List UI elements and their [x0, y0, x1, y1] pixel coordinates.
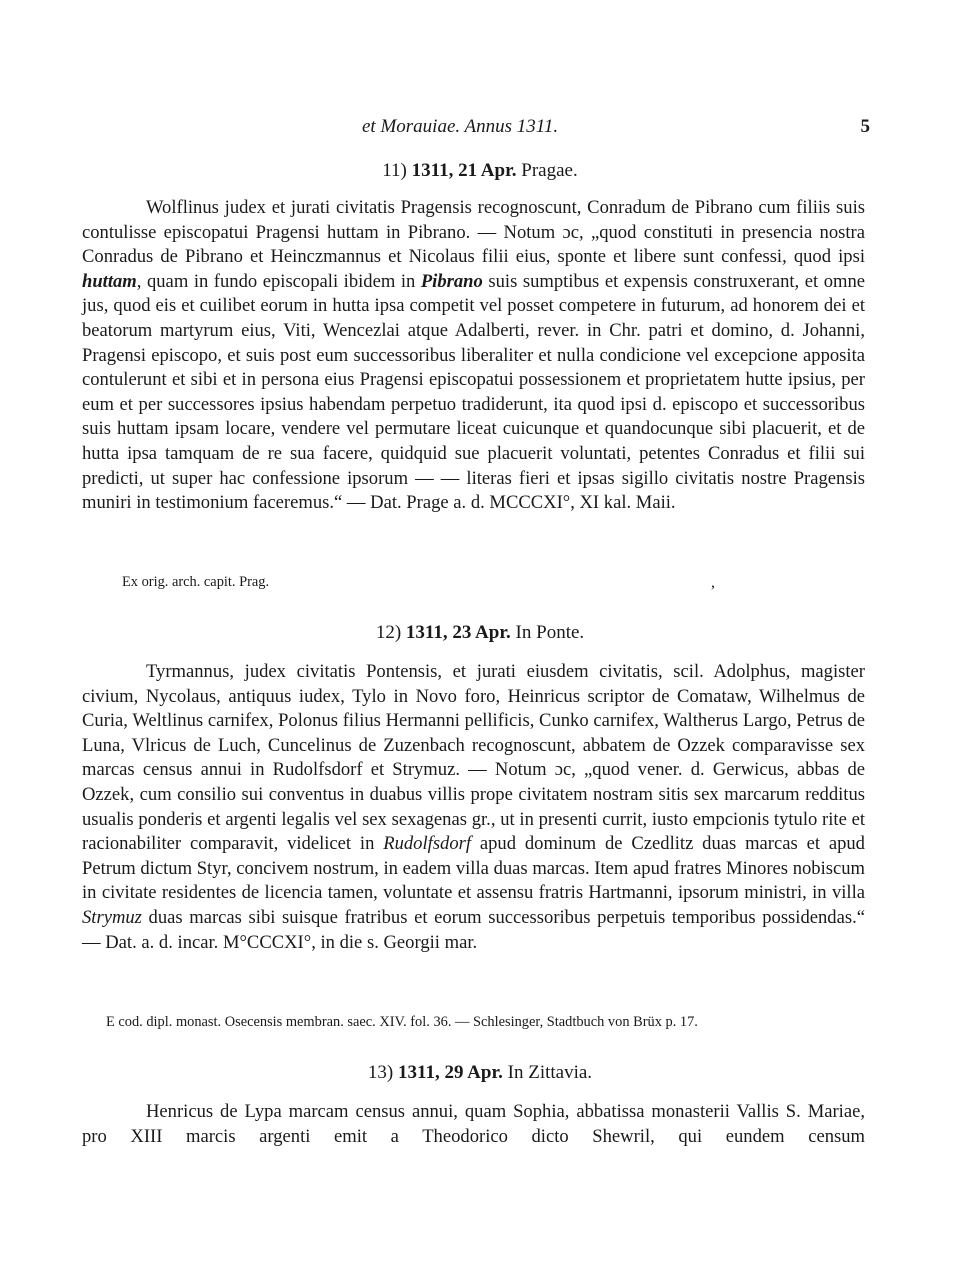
text-segment: Wolflinus judex et jurati civitatis Pragensis recognoscunt, Conradum de Pibrano cum filiis suis contulisse episcopatui Pragensi huttam in Pibrano. — Notum ɔc, „quod constituti in presencia nostra Conradus de Pibrano et Heinczmannus et Nicolaus filii eius, sponte et libere sunt confessi, quod ipsi	[82, 197, 865, 268]
entry-date: 1311, 29 Apr.	[398, 1062, 503, 1083]
page-number: 5	[860, 116, 870, 137]
stray-mark: ,	[711, 574, 715, 591]
running-title: et Morauiae. Annus 1311.	[362, 116, 559, 137]
entry-13-text	[82, 1100, 865, 1149]
entry-12-source: E cod. dipl. monast. Osecensis membran. saec. XIV. fol. 36. — Schlesinger, Stadtbuch von Brüx p. 17.	[106, 1014, 698, 1030]
entry-number: 13)	[367, 1062, 394, 1083]
entry-12-text	[82, 660, 865, 955]
entry-place: In Ponte.	[515, 622, 585, 643]
text-segment: , quam in fundo episcopali ibidem in	[136, 270, 421, 292]
entry-13-heading	[0, 1062, 960, 1084]
entry-11-heading	[0, 160, 960, 182]
text-segment-italic: Pibrano	[420, 270, 483, 292]
text-segment: Henricus de Lypa marcam census annui, quam Sophia, abbatissa monasterii Vallis S. Mariae, pro XIII marcis argenti emit a Theodorico dicto Shewril, qui eundem censum	[82, 1101, 865, 1147]
entry-number: 11)	[382, 160, 407, 181]
entry-place: In Zittavia.	[507, 1062, 593, 1083]
entry-date: 1311, 21 Apr.	[411, 160, 517, 181]
entry-12-heading	[0, 622, 960, 644]
entry-number: 12)	[375, 622, 402, 643]
entry-place: Pragae.	[521, 160, 578, 181]
text-segment: apud dominum de Czedlitz duas marcas et apud Petrum dictum Styr, concivem nostrum, in eadem villa duas marcas. Item apud fratres Minores nobiscum in civitate residentes de licencia tamen, voluntate et assensu fratris Hartmanni, ipsorum ministri, in villa	[82, 833, 865, 904]
running-head	[330, 116, 870, 142]
text-segment: Tyrmannus, judex civitatis Pontensis, et jurati eiusdem civitatis, scil. Adolphus, magister civium, Nycolaus, antiquus iudex, Tylo in Novo foro, Heinricus scriptor de Comataw, Wilhelmus de Curia, Weltlinus carnifex, Polonus filius Hermanni pellificis, Cunko carnifex, Waltherus Largo, Petrus de Luna, Vlricus de Luch, Cuncelinus de Zuzenbach recognoscunt, abbatem de Ozzek comparavisse sex marcas census annui in Rudolfsdorf et Strymuz. — Notum ɔc, „quod vener. d. Gerwicus, abbas de Ozzek, cum consilio sui conventus in duabus villis prope civitatem nostram sitis sex marcarum redditus usualis ponderis et argenti legalis vel sex sexagenas gr., ut in presenti currit, iusto empcionis tytulo rite et racionabiliter comparavit, videlicet in	[82, 661, 865, 855]
text-segment: suis sumptibus et expensis construxerant, et omne jus, quod eis et cuilibet eorum in hutta ipsa competit vel posset competere in futurum, ad honorem dei et beatorum martyrum eius, Viti, Wencezlai atque Adalberti, rever. in Chr. patri et domino, d. Johanni, Pragensi episcopo, et suis post eum successoribus liberaliter et nulla condicione vel excepcione apposita contulerunt et sibi et in persona eius Pragensi episcopatui possessionem et proprietatem hutte ipsius, per eum et per successores ipsius habendam perpetuo tradiderunt, ita quod ipsi d. episcopo et successoribus suis huttam ipsam locare, vendere vel permutare liceat cuicunque et quandocunque sibi placuerit, et de hutta ipsa tamquam de re sua facere, quidquid sue placuerit voluntati, petentes Conradus et filii sui predicti, ut super hac confessione ipsorum — — literas fieri et ipsas sigillo civitatis nostre Pragensis muniri in testimonium faceremus.“ — Dat. Prage a. d. MCCCXI°, XI kal. Maii.	[82, 270, 865, 514]
entry-11-source: Ex orig. arch. capit. Prag.	[122, 574, 270, 590]
text-segment-italic: Strymuz	[82, 906, 142, 928]
entry-date: 1311, 23 Apr.	[405, 622, 511, 643]
text-segment-italic: huttam	[82, 270, 137, 292]
text-segment-italic: Rudolfsdorf	[383, 833, 472, 855]
text-segment: duas marcas sibi suisque fratribus et eorum successoribus perpetuis temporibus possidendas.“ — Dat. a. d. incar. M°CCCXI°, in die s. Georgii mar.	[82, 906, 865, 953]
entry-11-text	[82, 196, 865, 516]
